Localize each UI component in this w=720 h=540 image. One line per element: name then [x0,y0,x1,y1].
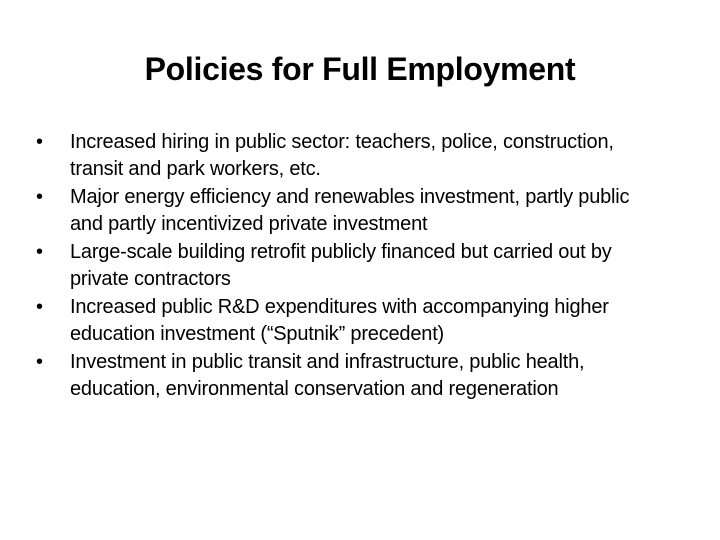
bullet-dot-icon: • [36,131,43,153]
bullet-item [36,129,666,183]
bullet-text: Investment in public transit and infrastructure, public health, education, environmental conservation and regeneration [70,351,585,400]
bullet-text: Large-scale building retrofit publicly financed but carried out by private contractors [70,241,612,290]
bullet-text: Major energy efficiency and renewables investment, partly public and partly incentivized private investment [70,186,630,235]
bullet-dot-icon: • [36,296,43,318]
slide-title: Policies for Full Employment [144,51,576,87]
bullet-text: Increased hiring in public sector: teachers, police, construction, transit and park workers, etc. [70,131,614,180]
bullet-dot-icon: • [36,351,43,373]
bullet-text: Increased public R&D expenditures with accompanying higher education investment (“Sputnik” precedent) [70,296,609,345]
bullet-item [36,294,666,348]
bullet-item [36,239,666,293]
bullet-item [36,184,666,238]
bullet-dot-icon: • [36,186,43,208]
bullet-item [36,349,666,403]
bullet-list [36,129,666,404]
bullet-dot-icon: • [36,241,43,263]
